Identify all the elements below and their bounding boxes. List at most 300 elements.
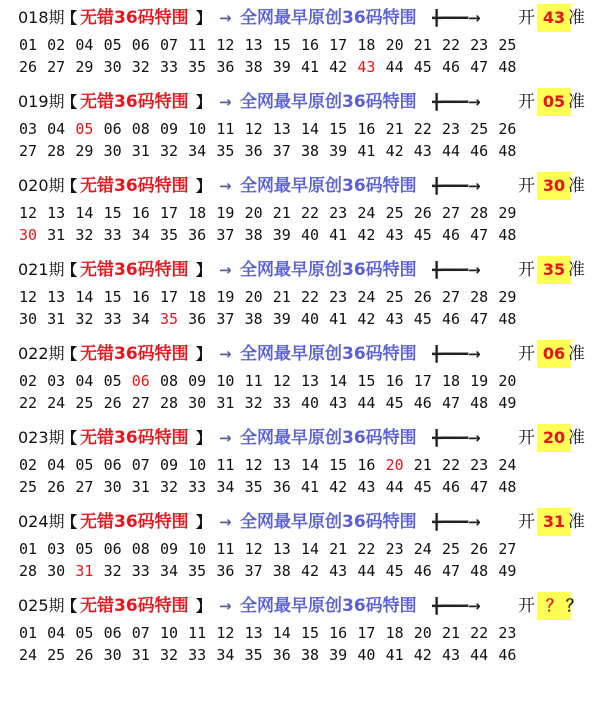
header-tag: 无错36码特围 bbox=[80, 8, 189, 28]
number-cell: 32 bbox=[103, 562, 122, 580]
number-cell: 31 bbox=[47, 226, 66, 244]
header-tag: 无错36码特围 bbox=[80, 344, 189, 364]
number-cell: 47 bbox=[441, 394, 461, 412]
header-slogan: 全网最早原创36码特围 bbox=[240, 92, 417, 112]
number-cell: 32 bbox=[75, 226, 94, 244]
number-cell: 14 bbox=[75, 204, 94, 222]
number-cell: 44 bbox=[357, 394, 376, 412]
zhun-label: 准 bbox=[568, 8, 585, 28]
number-cell: 46 bbox=[441, 226, 461, 244]
number-cell: 10 bbox=[188, 120, 207, 138]
bracket-open: 【 bbox=[62, 429, 78, 447]
arrow-glyph: → bbox=[219, 345, 232, 363]
kai-label: 开 bbox=[518, 512, 535, 532]
number-cell: 01 bbox=[18, 624, 38, 642]
number-cell: 48 bbox=[498, 226, 517, 244]
number-cell: 38 bbox=[244, 310, 263, 328]
number-cell: 05 bbox=[75, 456, 94, 474]
number-cell: 24 bbox=[413, 540, 432, 558]
number-cell: 23 bbox=[329, 288, 348, 306]
number-cell: 18 bbox=[188, 288, 207, 306]
number-cell: 33 bbox=[103, 226, 122, 244]
number-cell: 15 bbox=[329, 456, 348, 474]
number-cell: 11 bbox=[216, 540, 235, 558]
number-cell: 30 bbox=[103, 478, 122, 496]
bracket-close: 】 bbox=[196, 345, 212, 363]
number-cell: 12 bbox=[18, 288, 38, 306]
number-cell: 16 bbox=[300, 36, 320, 54]
number-cell: 01 bbox=[18, 540, 38, 558]
number-cell: 20 bbox=[413, 624, 432, 642]
issue-block bbox=[0, 88, 595, 174]
number-cell: 23 bbox=[470, 36, 489, 54]
number-cell: 40 bbox=[300, 394, 320, 412]
number-cell: 45 bbox=[413, 58, 432, 76]
bracket-close: 】 bbox=[196, 429, 212, 447]
issue-number: 023期 bbox=[18, 428, 65, 447]
number-cell: 14 bbox=[75, 288, 94, 306]
number-cell: 46 bbox=[413, 562, 432, 580]
number-cell: 38 bbox=[300, 142, 320, 160]
number-cell: 43 bbox=[413, 142, 432, 160]
number-cell: 13 bbox=[244, 36, 263, 54]
number-cell: 12 bbox=[18, 204, 38, 222]
number-cell: 12 bbox=[244, 540, 263, 558]
number-cell: 22 bbox=[470, 624, 489, 642]
number-cell: 30 bbox=[103, 646, 122, 664]
number-cell: 43 bbox=[357, 478, 376, 496]
number-cell: 26 bbox=[413, 204, 432, 222]
bracket-close: 】 bbox=[196, 597, 212, 615]
number-cell: 35 bbox=[159, 226, 179, 244]
number-cell: 42 bbox=[357, 226, 376, 244]
number-cell: 36 bbox=[216, 562, 235, 580]
number-cell: 20 bbox=[385, 456, 404, 474]
number-cell: 25 bbox=[385, 288, 404, 306]
number-cell: 17 bbox=[329, 36, 348, 54]
number-cell: 37 bbox=[244, 562, 263, 580]
number-cell: 46 bbox=[441, 58, 461, 76]
number-cell: 35 bbox=[188, 58, 207, 76]
long-arrow-glyph: ╋━━━→ bbox=[432, 9, 481, 27]
number-cell: 15 bbox=[103, 204, 122, 222]
number-cell: 30 bbox=[18, 310, 38, 328]
header-tag: 无错36码特围 bbox=[80, 260, 189, 280]
number-cell: 43 bbox=[329, 394, 348, 412]
number-cell: 36 bbox=[272, 478, 291, 496]
number-cell: 04 bbox=[47, 624, 66, 642]
number-cell: 31 bbox=[131, 142, 150, 160]
number-cell: 01 bbox=[18, 36, 38, 54]
number-cell: 23 bbox=[470, 456, 489, 474]
number-cell: 31 bbox=[47, 310, 66, 328]
number-cell: 14 bbox=[272, 624, 291, 642]
number-cell: 45 bbox=[385, 562, 404, 580]
number-cell: 27 bbox=[441, 204, 461, 222]
number-cell: 33 bbox=[188, 646, 207, 664]
zhun-label: 准 bbox=[568, 428, 585, 448]
number-cell: 15 bbox=[357, 372, 376, 390]
number-cell: 30 bbox=[103, 142, 122, 160]
number-cell: 26 bbox=[75, 646, 94, 664]
number-cell: 45 bbox=[413, 226, 432, 244]
arrow-glyph: → bbox=[219, 513, 232, 531]
issue-block bbox=[0, 340, 595, 426]
number-cell: 13 bbox=[300, 372, 320, 390]
number-cell: 24 bbox=[18, 646, 38, 664]
arrow-glyph: → bbox=[219, 261, 232, 279]
number-cell: 43 bbox=[441, 646, 461, 664]
number-cell: 03 bbox=[18, 120, 38, 138]
number-cell: 38 bbox=[300, 646, 320, 664]
number-cell: 46 bbox=[498, 646, 517, 664]
number-cell: 45 bbox=[413, 310, 432, 328]
number-cell: 48 bbox=[470, 394, 489, 412]
number-cell: 39 bbox=[272, 226, 291, 244]
number-cell: 34 bbox=[131, 226, 150, 244]
number-row bbox=[0, 56, 595, 78]
number-cell: 47 bbox=[470, 478, 489, 496]
bracket-close: 】 bbox=[196, 261, 212, 279]
issue-number: 019期 bbox=[18, 92, 65, 111]
number-cell: 41 bbox=[300, 478, 320, 496]
number-cell: 09 bbox=[188, 372, 207, 390]
number-cell: 28 bbox=[470, 288, 489, 306]
number-cell: 25 bbox=[18, 478, 38, 496]
kai-label: 开 bbox=[518, 8, 535, 28]
number-row bbox=[0, 118, 595, 140]
bracket-open: 【 bbox=[62, 261, 78, 279]
issue-header bbox=[0, 592, 595, 620]
issue-header bbox=[0, 88, 595, 116]
number-cell: 15 bbox=[103, 288, 122, 306]
issue-number: 024期 bbox=[18, 512, 65, 531]
long-arrow-glyph: ╋━━━→ bbox=[432, 429, 481, 447]
result-highlight: 43 bbox=[537, 4, 571, 32]
number-cell: 28 bbox=[470, 204, 489, 222]
header-tag: 无错36码特围 bbox=[80, 512, 189, 532]
number-cell: 18 bbox=[357, 36, 376, 54]
number-row bbox=[0, 644, 595, 666]
number-cell: 35 bbox=[244, 478, 263, 496]
bracket-open: 【 bbox=[62, 513, 78, 531]
number-cell: 16 bbox=[385, 372, 404, 390]
result-highlight: 06 bbox=[537, 340, 571, 368]
number-cell: 27 bbox=[131, 394, 150, 412]
number-cell: 06 bbox=[131, 36, 150, 54]
number-cell: 10 bbox=[188, 540, 207, 558]
number-cell: 40 bbox=[300, 226, 320, 244]
number-cell: 42 bbox=[300, 562, 320, 580]
number-cell: 34 bbox=[216, 646, 235, 664]
number-cell: 09 bbox=[159, 456, 179, 474]
number-cell: 21 bbox=[385, 120, 404, 138]
number-cell: 16 bbox=[131, 288, 150, 306]
number-cell: 29 bbox=[498, 288, 517, 306]
number-cell: 47 bbox=[441, 562, 461, 580]
number-cell: 43 bbox=[385, 226, 404, 244]
number-cell: 24 bbox=[498, 456, 517, 474]
number-cell: 10 bbox=[216, 372, 235, 390]
number-cell: 33 bbox=[188, 478, 207, 496]
result-highlight: 05 bbox=[537, 88, 571, 116]
number-cell: 22 bbox=[413, 120, 432, 138]
number-cell: 25 bbox=[441, 540, 461, 558]
number-cell: 37 bbox=[216, 310, 235, 328]
number-cell: 13 bbox=[244, 624, 263, 642]
long-arrow-glyph: ╋━━━→ bbox=[432, 345, 481, 363]
arrow-glyph: → bbox=[219, 429, 232, 447]
number-cell: 48 bbox=[498, 310, 517, 328]
number-cell: 27 bbox=[75, 478, 94, 496]
number-cell: 03 bbox=[47, 540, 66, 558]
number-cell: 05 bbox=[103, 372, 122, 390]
number-cell: 30 bbox=[18, 226, 38, 244]
issue-number: 022期 bbox=[18, 344, 65, 363]
number-cell: 44 bbox=[441, 142, 461, 160]
header-slogan: 全网最早原创36码特围 bbox=[240, 8, 417, 28]
number-cell: 35 bbox=[159, 310, 179, 328]
header-tag: 无错36码特围 bbox=[80, 176, 189, 196]
number-row bbox=[0, 454, 595, 476]
number-cell: 32 bbox=[75, 310, 94, 328]
bracket-close: 】 bbox=[196, 93, 212, 111]
number-cell: 24 bbox=[357, 204, 376, 222]
number-cell: 18 bbox=[441, 372, 461, 390]
number-cell: 22 bbox=[300, 204, 320, 222]
issue-block bbox=[0, 424, 595, 510]
number-cell: 14 bbox=[300, 540, 320, 558]
number-cell: 20 bbox=[244, 288, 263, 306]
number-row bbox=[0, 140, 595, 162]
number-cell: 32 bbox=[159, 478, 179, 496]
arrow-glyph: → bbox=[219, 597, 232, 615]
number-cell: 25 bbox=[470, 120, 489, 138]
number-cell: 39 bbox=[329, 646, 348, 664]
number-cell: 37 bbox=[272, 142, 291, 160]
number-cell: 21 bbox=[272, 288, 291, 306]
number-cell: 02 bbox=[47, 36, 66, 54]
result-highlight: 31 bbox=[537, 508, 571, 536]
number-cell: 11 bbox=[216, 456, 235, 474]
number-cell: 41 bbox=[329, 310, 348, 328]
kai-label: 开 bbox=[518, 176, 535, 196]
number-cell: 15 bbox=[300, 624, 320, 642]
kai-label: 开 bbox=[518, 428, 535, 448]
number-cell: 31 bbox=[131, 646, 150, 664]
number-cell: 42 bbox=[413, 646, 432, 664]
number-cell: 19 bbox=[216, 204, 235, 222]
number-cell: 08 bbox=[131, 540, 150, 558]
result-trail: ？ bbox=[566, 596, 583, 615]
issue-header bbox=[0, 4, 595, 32]
number-cell: 22 bbox=[18, 394, 38, 412]
number-cell: 27 bbox=[441, 288, 461, 306]
number-cell: 25 bbox=[498, 36, 517, 54]
number-cell: 23 bbox=[329, 204, 348, 222]
issue-header bbox=[0, 256, 595, 284]
number-cell: 33 bbox=[131, 562, 150, 580]
number-cell: 33 bbox=[272, 394, 291, 412]
number-cell: 08 bbox=[159, 372, 179, 390]
number-row bbox=[0, 622, 595, 644]
number-row bbox=[0, 538, 595, 560]
number-cell: 17 bbox=[159, 288, 179, 306]
number-cell: 11 bbox=[216, 120, 235, 138]
kai-label: 开 bbox=[518, 260, 535, 280]
number-cell: 09 bbox=[159, 120, 179, 138]
number-cell: 23 bbox=[498, 624, 517, 642]
number-cell: 10 bbox=[159, 624, 179, 642]
number-cell: 31 bbox=[75, 562, 94, 580]
number-cell: 05 bbox=[75, 624, 94, 642]
number-cell: 49 bbox=[498, 394, 517, 412]
arrow-glyph: → bbox=[219, 177, 232, 195]
zhun-label: 准 bbox=[568, 176, 585, 196]
number-cell: 07 bbox=[131, 624, 150, 642]
number-cell: 22 bbox=[300, 288, 320, 306]
number-cell: 04 bbox=[75, 36, 94, 54]
number-cell: 47 bbox=[470, 226, 489, 244]
number-cell: 25 bbox=[385, 204, 404, 222]
header-slogan: 全网最早原创36码特围 bbox=[240, 596, 417, 616]
zhun-label: 准 bbox=[568, 92, 585, 112]
number-cell: 15 bbox=[272, 36, 291, 54]
number-cell: 32 bbox=[159, 142, 179, 160]
number-cell: 47 bbox=[470, 58, 489, 76]
number-cell: 48 bbox=[498, 142, 517, 160]
number-cell: 20 bbox=[498, 372, 517, 390]
number-cell: 30 bbox=[47, 562, 66, 580]
number-cell: 26 bbox=[103, 394, 122, 412]
issue-header bbox=[0, 508, 595, 536]
number-cell: 15 bbox=[329, 120, 348, 138]
number-cell: 48 bbox=[498, 58, 517, 76]
number-cell: 32 bbox=[244, 394, 263, 412]
number-row bbox=[0, 392, 595, 414]
long-arrow-glyph: ╋━━━→ bbox=[432, 93, 481, 111]
result-highlight: 30 bbox=[537, 172, 571, 200]
number-cell: 06 bbox=[103, 624, 122, 642]
number-cell: 46 bbox=[413, 394, 432, 412]
header-tag: 无错36码特围 bbox=[80, 596, 189, 616]
number-cell: 38 bbox=[244, 58, 263, 76]
number-cell: 20 bbox=[385, 36, 404, 54]
number-cell: 28 bbox=[159, 394, 179, 412]
number-cell: 45 bbox=[385, 394, 404, 412]
header-slogan: 全网最早原创36码特围 bbox=[240, 512, 417, 532]
number-cell: 27 bbox=[18, 142, 38, 160]
number-cell: 06 bbox=[103, 540, 122, 558]
number-cell: 26 bbox=[18, 58, 38, 76]
number-cell: 42 bbox=[329, 478, 348, 496]
number-cell: 48 bbox=[470, 562, 489, 580]
number-cell: 35 bbox=[216, 142, 235, 160]
number-cell: 06 bbox=[103, 456, 122, 474]
bracket-open: 【 bbox=[62, 9, 78, 27]
number-cell: 05 bbox=[103, 36, 122, 54]
number-cell: 19 bbox=[216, 288, 235, 306]
number-cell: 14 bbox=[329, 372, 348, 390]
number-cell: 12 bbox=[244, 120, 263, 138]
long-arrow-glyph: ╋━━━→ bbox=[432, 177, 481, 195]
number-cell: 42 bbox=[329, 58, 348, 76]
bracket-close: 】 bbox=[196, 9, 212, 27]
issue-header bbox=[0, 424, 595, 452]
number-cell: 29 bbox=[498, 204, 517, 222]
number-cell: 21 bbox=[413, 36, 432, 54]
number-cell: 12 bbox=[216, 624, 235, 642]
number-cell: 04 bbox=[47, 120, 66, 138]
number-cell: 08 bbox=[131, 120, 150, 138]
long-arrow-glyph: ╋━━━→ bbox=[432, 597, 481, 615]
number-cell: 44 bbox=[385, 58, 404, 76]
result-highlight: 35 bbox=[537, 256, 571, 284]
header-slogan: 全网最早原创36码特围 bbox=[240, 344, 417, 364]
bracket-close: 】 bbox=[196, 177, 212, 195]
number-cell: 14 bbox=[300, 120, 320, 138]
number-cell: 23 bbox=[385, 540, 404, 558]
number-cell: 19 bbox=[470, 372, 489, 390]
number-cell: 25 bbox=[47, 646, 66, 664]
number-cell: 05 bbox=[75, 120, 94, 138]
header-slogan: 全网最早原创36码特围 bbox=[240, 176, 417, 196]
number-cell: 28 bbox=[47, 142, 66, 160]
number-row bbox=[0, 560, 595, 582]
number-row bbox=[0, 370, 595, 392]
number-cell: 31 bbox=[216, 394, 235, 412]
number-cell: 09 bbox=[159, 540, 179, 558]
number-cell: 40 bbox=[357, 646, 376, 664]
number-row bbox=[0, 34, 595, 56]
number-row bbox=[0, 476, 595, 498]
number-cell: 39 bbox=[329, 142, 348, 160]
number-cell: 22 bbox=[441, 456, 461, 474]
number-cell: 07 bbox=[131, 456, 150, 474]
number-cell: 12 bbox=[272, 372, 291, 390]
number-cell: 04 bbox=[75, 372, 94, 390]
number-cell: 21 bbox=[441, 624, 461, 642]
number-cell: 46 bbox=[441, 310, 461, 328]
number-cell: 42 bbox=[357, 310, 376, 328]
number-cell: 31 bbox=[131, 478, 150, 496]
number-cell: 34 bbox=[159, 562, 179, 580]
kai-label: 开 bbox=[518, 344, 535, 364]
number-cell: 47 bbox=[470, 310, 489, 328]
long-arrow-glyph: ╋━━━→ bbox=[432, 513, 481, 531]
number-cell: 48 bbox=[498, 478, 517, 496]
number-row bbox=[0, 224, 595, 246]
bracket-close: 】 bbox=[196, 513, 212, 531]
number-cell: 42 bbox=[385, 142, 404, 160]
number-cell: 13 bbox=[272, 120, 291, 138]
number-cell: 22 bbox=[357, 540, 376, 558]
number-cell: 35 bbox=[188, 562, 207, 580]
number-cell: 43 bbox=[385, 310, 404, 328]
number-cell: 36 bbox=[244, 142, 263, 160]
number-cell: 06 bbox=[131, 372, 150, 390]
header-tag: 无错36码特围 bbox=[80, 92, 189, 112]
number-cell: 11 bbox=[188, 624, 207, 642]
issue-header bbox=[0, 172, 595, 200]
number-cell: 23 bbox=[441, 120, 461, 138]
number-cell: 38 bbox=[272, 562, 291, 580]
number-cell: 21 bbox=[329, 540, 348, 558]
number-cell: 26 bbox=[470, 540, 489, 558]
number-cell: 26 bbox=[47, 478, 66, 496]
number-cell: 32 bbox=[131, 58, 150, 76]
number-cell: 36 bbox=[272, 646, 291, 664]
